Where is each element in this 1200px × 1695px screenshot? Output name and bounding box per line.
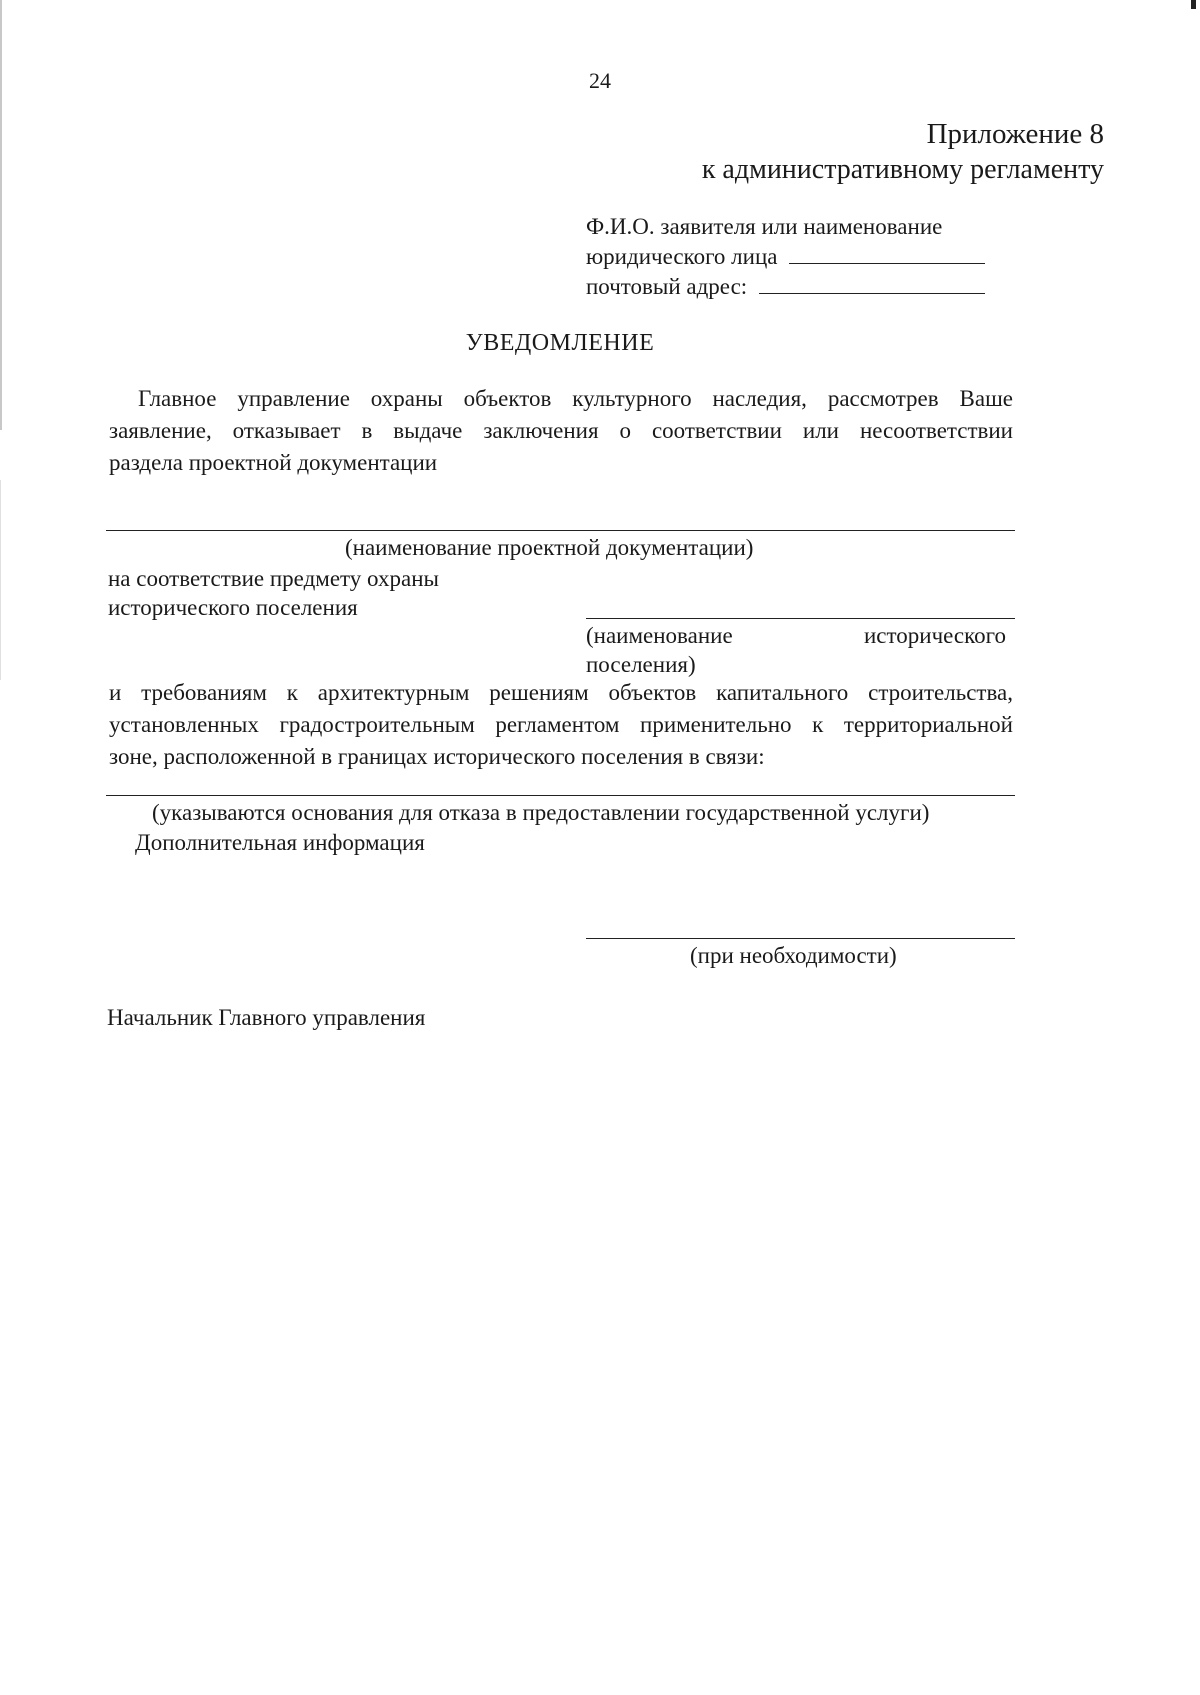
caption-project-doc: (наименование проектной документации): [345, 535, 754, 560]
appendix-reference: к административному регламенту: [701, 154, 1104, 185]
appendix-label: Приложение 8: [926, 118, 1104, 150]
additional-info-label: Дополнительная информация: [135, 830, 425, 855]
addressee-name-label: Ф.И.О. заявителя или наименование: [586, 214, 943, 239]
caption-reasons: (указываются основания для отказа в предоставлении государственной услуги): [152, 800, 930, 825]
requirements-line-1: и требованиям к архитектурным решениям объектов капитального строительства,: [109, 680, 1013, 705]
project-doc-blank-line: [106, 530, 1015, 531]
addressee-line-1: [586, 214, 942, 240]
signatory-title: Начальник Главного управления: [107, 1005, 426, 1030]
scan-mark: [1191, 0, 1196, 9]
postal-address-blank: [759, 275, 985, 294]
caption-settlement-part-2: исторического: [864, 623, 1006, 648]
requirements-line-3: зоне, расположенной в границах исторического поселения в связи:: [109, 744, 765, 769]
caption-if-needed: (при необходимости): [690, 943, 897, 968]
requirements-line-2: установленных градостроительным регламентом применительно к территориальной: [109, 712, 1013, 737]
caption-settlement-part-1: (наименование: [586, 623, 733, 648]
conformity-line-2: исторического поселения: [108, 595, 358, 620]
legal-entity-label: юридического лица: [586, 244, 778, 269]
intro-line-3: раздела проектной документации: [109, 450, 438, 475]
addressee-line-2: [586, 244, 985, 270]
intro-line-2: заявление, отказывает в выдаче заключения о соответствии или несоответствии: [109, 418, 1013, 443]
reasons-blank-line: [106, 795, 1015, 796]
postal-address-label: почтовый адрес:: [586, 274, 748, 299]
addressee-line-3: [586, 274, 985, 300]
additional-info-blank-line: [586, 938, 1015, 939]
scan-edge-lower: [0, 480, 1, 680]
page-number: 24: [589, 68, 611, 93]
conformity-line-1: на соответствие предмету охраны: [108, 566, 439, 591]
legal-entity-blank: [789, 245, 985, 264]
document-title: УВЕДОМЛЕНИЕ: [465, 330, 655, 356]
scan-edge: [0, 0, 2, 430]
settlement-blank-line: [586, 618, 1015, 619]
intro-line-1: Главное управление охраны объектов культурного наследия, рассмотрев Ваше: [138, 386, 1013, 411]
caption-settlement-part-3: поселения): [586, 652, 696, 677]
